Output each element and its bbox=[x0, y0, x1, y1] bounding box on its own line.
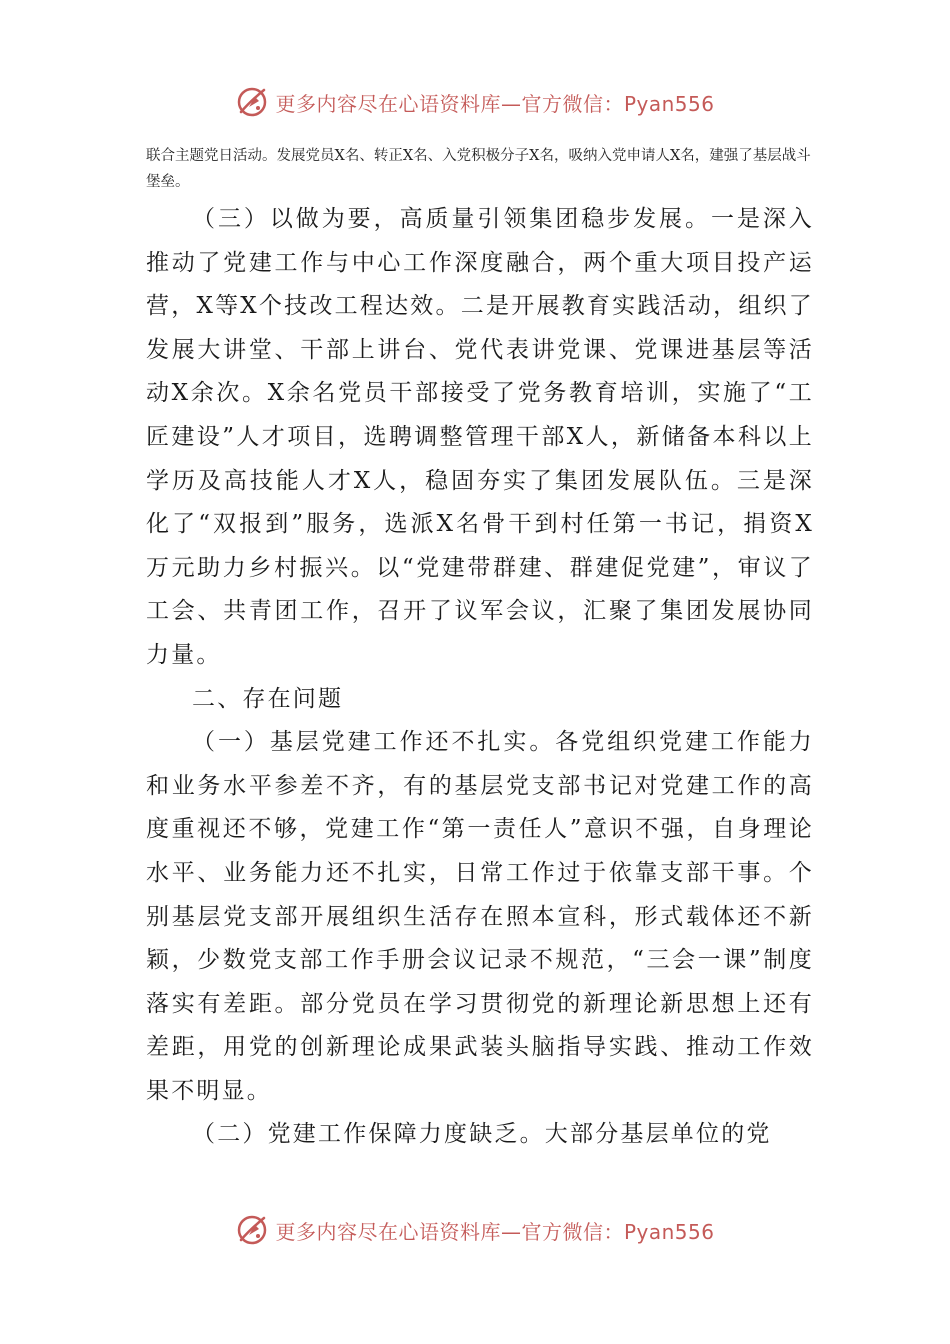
pen-logo-icon bbox=[235, 85, 269, 119]
heading-existing-problems: 二、存在问题 bbox=[192, 685, 344, 712]
header-banner bbox=[0, 82, 950, 122]
banner-text: 更多内容尽在心语资料库—官方微信：Pyan556 bbox=[275, 1219, 715, 1244]
continued-paragraph: 联合主题党日活动。发展党员X名、转正X名、入党积极分子X名，吸纳入党申请人X名，建强了基层战斗堡垒。 bbox=[146, 148, 811, 190]
footer-banner bbox=[0, 1210, 950, 1250]
paragraph-section-3: （三）以做为要，高质量引领集团稳步发展。一是深入推动了党建工作与中心工作深度融合，两个重大项目投产运营，X等X个技改工程达效。二是开展教育实践活动，组织了发展大讲堂、干部上讲台、党代表讲党课、党课进基层等活动X余次。X余名党员干部接受了党务教育培训，实施了“工匠建设”人才项目，选聘调整管理干部X人，新储备本科以上学历及高技能人才X人，稳固夯实了集团发展队伍。三是深化了“双报到”服务，选派X名骨干到村任第一书记，捐资X万元助力乡村振兴。以“党建带群建、群建促党建”，审议了工会、共青团工作，召开了议军会议，汇聚了集团发展协同力量。 bbox=[146, 206, 814, 668]
banner-text: 更多内容尽在心语资料库—官方微信：Pyan556 bbox=[275, 91, 715, 116]
document-body bbox=[146, 198, 814, 1157]
pen-logo-icon bbox=[235, 1213, 269, 1247]
paragraph-problem-1: （一）基层党建工作还不扎实。各党组织党建工作能力和业务水平参差不齐，有的基层党支部书记对党建工作的高度重视还不够，党建工作“第一责任人”意识不强，自身理论水平、业务能力还不扎实，日常工作过于依靠支部干事。个别基层党支部开展组织生活存在照本宣科，形式载体还不新颖，少数党支部工作手册会议记录不规范，“三会一课”制度落实有差距。部分党员在学习贯彻党的新理论新思想上还有差距，用党的创新理论成果武装头脑指导实践、推动工作效果不明显。 bbox=[146, 729, 814, 1104]
paragraph-problem-2: （二）党建工作保障力度缺乏。大部分基层单位的党 bbox=[192, 1121, 772, 1148]
